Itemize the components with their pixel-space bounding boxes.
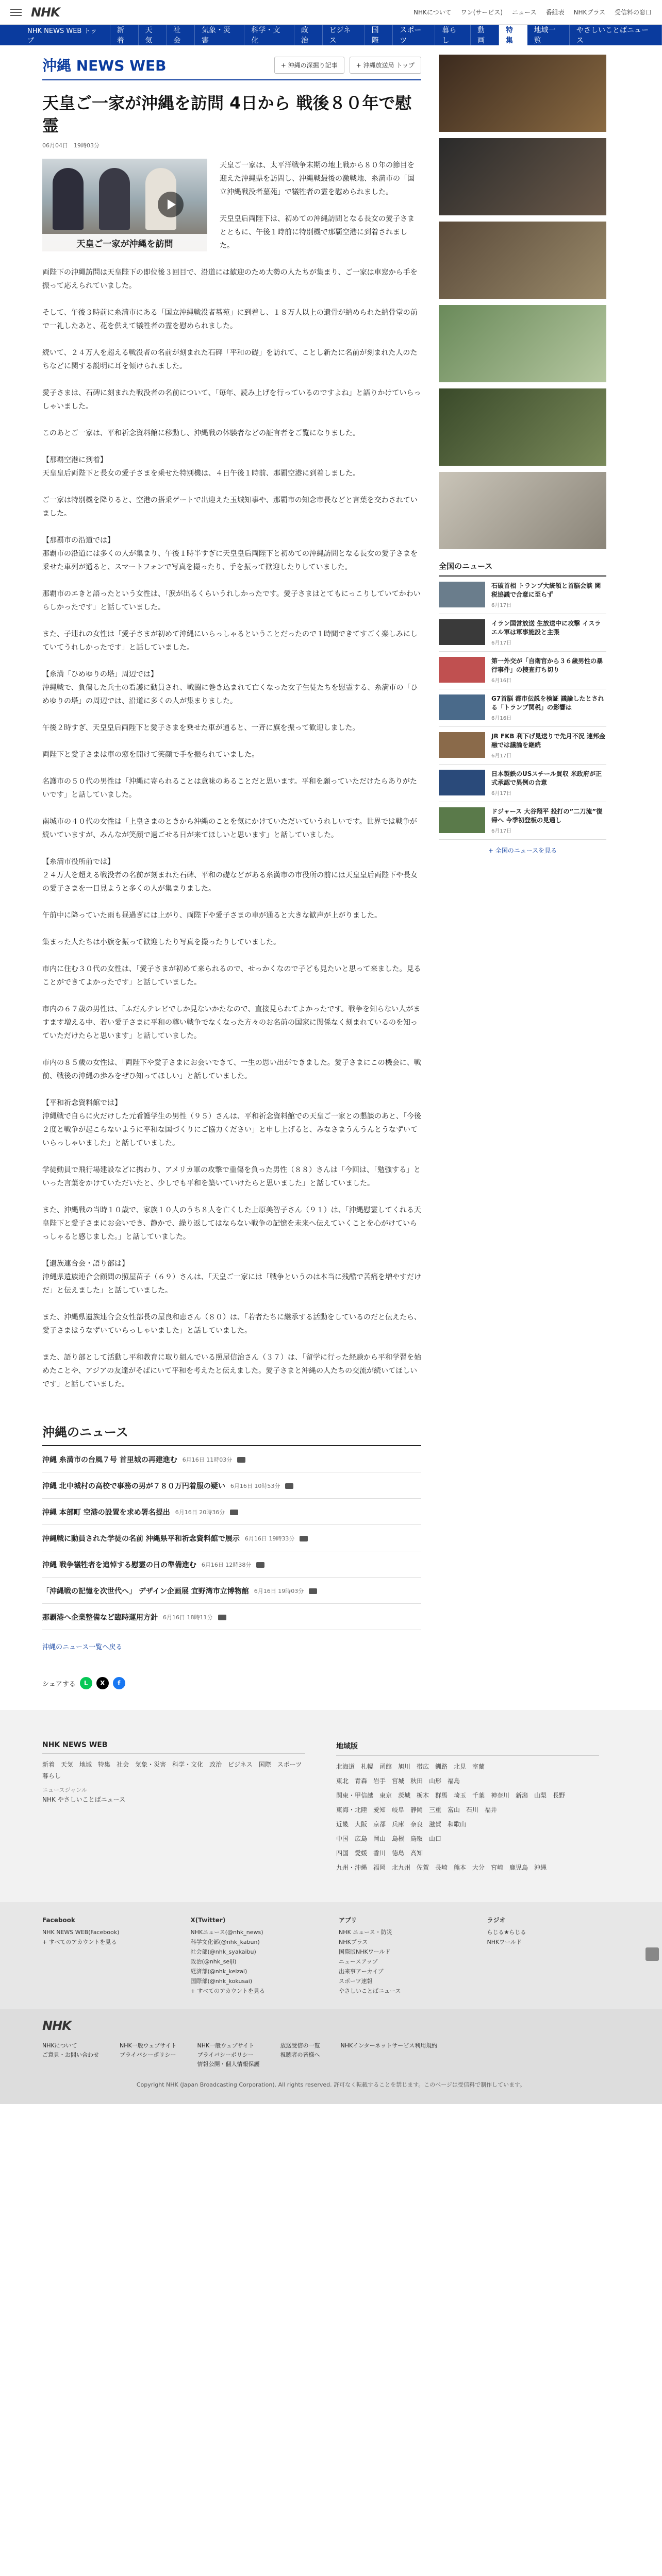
footer-region-row[interactable]: 近畿 大阪 京都 兵庫 奈良 滋賀 和歌山	[336, 1821, 467, 1828]
okinawa-news-title: 沖縄のニュース	[42, 1422, 421, 1446]
news-item[interactable]	[42, 1499, 421, 1525]
article-paragraph: 南城市の４０代の女性は「上皇さまのときから沖縄のことを気にかけていただいていうれしいです。世界では戦争が続いていますが、みんなが笑顔で過ごせる日が来てほしいと思います」と話していました。	[42, 818, 417, 839]
top-link[interactable]: 番組表	[545, 9, 565, 16]
top-bar	[0, 0, 662, 25]
footer-main	[0, 1710, 662, 1902]
sidebar-thumbnail[interactable]	[439, 472, 606, 549]
article-paragraph: 【那覇市の沿道では】 那覇市の沿道には多くの人が集まり、午後１時半すぎに天皇皇后両陛下と初めての沖縄訪問となる長女の愛子さまを乗せた車列が通ると、スマートフォンで写真を撮ったり、手を振って歓迎したりしていました。	[42, 536, 418, 571]
footer-social-col	[42, 1916, 175, 1996]
article-paragraph: 那覇市のエきと語ったという女性は、「涙が出るくらいうれしかったです。愛子さまはとてもにっこりしていてかわいらしかったです」と話していました。	[42, 590, 421, 612]
news-item-title[interactable]: 沖縄 糸満市の台風７号 首里城の再建進む	[42, 1456, 177, 1464]
nhk-logo[interactable]: NHK	[31, 5, 60, 20]
article-paragraph: 【糸満「ひめゆりの塔」周辺では】 沖縄戦で、負傷した兵士の看護に動員され、戦闘に巻き込まれて亡くなった女子生徒たちを慰霊する、糸満市の「ひめゆりの塔」の周辺では、沿道に多くの人が集まりました。	[42, 670, 418, 705]
article-paragraph: 市内に住む３０代の女性は、「愛子さまが初めて来られるので、せっかくなので子ども見たいと思って来ました。見ることができてよかったです」と話していました。	[42, 965, 421, 987]
news-item-date: 6月16日 19時03分	[254, 1588, 304, 1595]
share-bar	[42, 1677, 421, 1689]
gnav-item[interactable]: ビジネス	[323, 25, 365, 45]
footer-link[interactable]: 特集	[98, 1761, 111, 1768]
page-top-button[interactable]	[646, 1947, 659, 1961]
national-news	[439, 561, 606, 855]
footer-region-row[interactable]: 東北 青森 岩手 宮城 秋田 山形 福島	[336, 1777, 460, 1785]
national-news-title[interactable]: 石破首相 トランプ大統領と首脳会談 関税協議で合意に至らず	[491, 582, 601, 598]
top-link[interactable]: ニュース	[512, 9, 537, 16]
national-news-title[interactable]: G7首脳 都市伝説を検証 議論したとされる「トランプ関税」の影響は	[491, 695, 604, 711]
national-news-date: 6月17日	[491, 828, 512, 834]
okinawa-news	[42, 1422, 421, 1651]
footer-link[interactable]: 地域	[79, 1761, 92, 1768]
footer-social-title: X(Twitter)	[190, 1917, 226, 1924]
news-item-title[interactable]: 沖縄戦に動員された学徒の名前 沖縄県平和祈念資料館で展示	[42, 1535, 240, 1543]
news-item[interactable]	[42, 1446, 421, 1472]
video-icon	[218, 1615, 226, 1620]
article-paragraph: また、子連れの女性は「愛子さまが初めて沖縄にいらっしゃるということだったので１時間できてすごく楽しみにしていてうれしかったです」と話していました。	[42, 630, 418, 652]
footer-social-links[interactable]: NHK ニュース・防災 NHKプラス 国際版NHKワールド ニュースアップ 出来事アーカイブ スポーツ速報 やさしいことばニュース	[339, 1929, 401, 1994]
top-link[interactable]: NHKプラス	[573, 9, 605, 16]
video-icon	[230, 1510, 238, 1515]
news-item-date: 6月16日 11時03分	[182, 1456, 233, 1463]
national-news-title[interactable]: 日本製鉄のUSスチール買収 米政府が正式承認で異例の合意	[491, 770, 602, 786]
article-paragraph: 愛子さまは、石碑に刻まれた戦没者の名前について、「毎年、読み上げを行っているのですよね」と語りかけていらっしゃいました。	[42, 389, 421, 411]
national-news-date: 6月16日	[491, 716, 512, 721]
national-news-title[interactable]: イラン国営放送 生放送中に攻撃 イスラエル軍は軍事施設と主張	[491, 620, 601, 636]
news-item[interactable]	[42, 1604, 421, 1630]
video-figure	[53, 168, 84, 230]
sidebar-thumbnail[interactable]	[439, 222, 606, 299]
news-item-title[interactable]: 沖縄 本部町 空港の設置を求め署名提出	[42, 1509, 170, 1517]
news-item-date: 6月16日 18時11分	[163, 1614, 213, 1621]
sidebar-thumbnail[interactable]	[439, 305, 606, 382]
top-link[interactable]: 受信料の窓口	[614, 9, 652, 16]
article-paragraph: 【糸満市役所前では】 ２４万人を超える戦没者の名前が刻まれた石碑、平和の礎などがある糸満市の市役所の前には天皇皇后両陛下や長女の愛子さまを一目見ようと多くの人が集まりました。	[42, 858, 418, 893]
article-video[interactable]	[42, 159, 207, 251]
footer-bottom	[0, 2009, 662, 2104]
video-icon	[256, 1562, 264, 1568]
video-icon	[300, 1536, 308, 1541]
gnav-item[interactable]: やさしいことばニュース	[570, 25, 662, 45]
footer-social-title: ラジオ	[487, 1917, 506, 1924]
footer-social-links[interactable]: らじる★らじる NHKワールド	[487, 1929, 526, 1945]
gnav-item[interactable]: 新着	[110, 25, 139, 45]
national-news-item[interactable]	[439, 765, 606, 802]
main-column	[42, 55, 421, 1689]
footer-social-col	[339, 1916, 472, 1996]
news-thumbnail	[439, 694, 485, 720]
national-news-date: 6月16日	[491, 678, 512, 684]
footer-link[interactable]: 国際	[258, 1761, 271, 1768]
article-paragraph: 【那覇空港に到着】 天皇皇后両陛下と長女の愛子さまを乗せた特別機は、４日午後１時前、那覇空港に到着しました。	[42, 456, 360, 478]
footer-link[interactable]: 天気	[61, 1761, 74, 1768]
news-item-title[interactable]: 沖縄 北中城村の高校で事務の男が７８０万円着服の疑い	[42, 1482, 225, 1490]
gnav-item[interactable]: 科学・文化	[244, 25, 294, 45]
article-paragraph: 集まった人たちは小旗を振って歓迎したり写真を撮ったりしていました。	[42, 938, 280, 946]
national-news-date: 6月17日	[491, 603, 512, 608]
article-paragraph: また、沖縄県遺族連合会女性部長の屋良和恵さん（８０）は、「若者たちに継承する活動をしているのだと伝えたら、愛子さまはうなずいていらっしゃいました」と話していました。	[42, 1313, 421, 1335]
gnav-item[interactable]: 暮らし	[435, 25, 471, 45]
gnav-item[interactable]: 気象・災害	[195, 25, 244, 45]
article-paragraph: 【平和祈念資料館では】 沖縄戦で自らに火だけした元看護学生の男性（９５）さんは、平和祈念資料館での天皇ご一家との懇談のあと、「今後２度と戦争が起こらないように平和な国づくりにご協力ください」と申し上げると、みなさまうんうんとうなずいていらっしゃいました」と話していました。	[42, 1099, 421, 1147]
line-icon[interactable]: L	[80, 1677, 92, 1689]
okinawa-deep-button[interactable]: + 沖縄の深掘り記事	[274, 57, 344, 74]
news-item-date: 6月16日 20時36分	[175, 1509, 225, 1516]
footer-link[interactable]: 科学・文化	[172, 1761, 204, 1768]
national-news-item[interactable]	[439, 652, 606, 689]
menu-icon[interactable]	[10, 9, 22, 16]
article-body	[42, 266, 421, 1391]
news-thumbnail	[439, 657, 485, 683]
section-header	[42, 55, 421, 80]
footer-news-title[interactable]: NHK NEWS WEB	[42, 1741, 305, 1754]
article-paragraph: 学徒動員で飛行場建設などに携わり、アメリカ軍の攻撃で重傷を負った男性（８８）さんは「今回は、「勉強する」といった言葉をかけていただいたと、少しでも平和を築いていけたらと思いました」と話していました。	[42, 1166, 421, 1188]
footer-region-row[interactable]: 北海道 札幌 函館 旭川 帯広 釧路 北見 室蘭	[336, 1763, 485, 1770]
article-paragraph: そして、午後３時前に糸満市にある「国立沖縄戦没者墓苑」に到着し、１８万人以上の遺骨が納められた納骨堂の前で一礼したあと、花を供えて犠牲者の霊を慰められました。	[42, 309, 418, 330]
footer-social-title: Facebook	[42, 1917, 75, 1924]
article-title: 天皇ご一家が沖縄を訪問 4日から 戦後８０年で慰霊	[42, 93, 412, 135]
national-news-item[interactable]	[439, 727, 606, 765]
okinawa-top-button[interactable]: + 沖縄放送局 トップ	[350, 57, 421, 74]
national-news-item[interactable]	[439, 614, 606, 652]
footer-region-row[interactable]: 関東・甲信越 東京 茨城 栃木 群馬 埼玉 千葉 神奈川 新潟 山梨 長野	[336, 1792, 566, 1799]
article-paragraph: 続いて、２４万人を超える戦没者の名前が刻まれた石碑「平和の礎」を訪れて、ことし新たに名前が刻まれた人のたちなどに関する説明に耳を傾けられました。	[42, 349, 418, 370]
news-item-title[interactable]: 沖縄 戦争犠牲者を追悼する慰霊の日の準備進む	[42, 1561, 196, 1569]
video-icon	[285, 1483, 293, 1489]
news-item-title[interactable]: 那覇港へ企業整備など臨時運用方針	[42, 1614, 158, 1622]
top-link[interactable]: ワン(サービス)	[460, 9, 503, 16]
gnav-item[interactable]: 天気	[139, 25, 167, 45]
article-date: 06月04日 19時03分	[42, 142, 100, 149]
gnav-item[interactable]: 地域一覧	[527, 25, 570, 45]
footer-social-col	[487, 1916, 620, 1996]
footer-region-row[interactable]: 九州・沖縄 福岡 北九州 佐賀 長崎 熊本 大分 宮崎 鹿児島 沖縄	[336, 1864, 547, 1871]
gnav-item[interactable]: 動画	[471, 25, 499, 45]
news-item-date: 6月16日 10時53分	[230, 1483, 280, 1489]
national-news-title: 全国のニュース	[439, 561, 606, 577]
footer-social-links[interactable]: NHKニュース(@nhk_news) 科学文化部(@nhk_kabun) 社会部(@nhk_syakaibu) 政治(@nhk_seiji) 経済部(@nhk_keizai) 国際部(@nhk_kokusai) + すべてのアカウントを見る	[190, 1929, 265, 1994]
lead-text: 天皇ご一家は、太平洋戦争末期の地上戦から８０年の節目を迎えた沖縄県を訪問し、沖縄戦最後の激戦地、糸満市の「国立沖縄戦没者墓苑」で犠牲者の霊を慰められました。 天皇皇后両陛下は、初めての沖縄訪問となる長女の愛子さまとともに、午後１時前に特別機で那覇空港に到着されました。	[220, 161, 415, 250]
article-paragraph: 市内の６７歳の男性は、「ふだんテレビでしか見ないかたなので、直接見られてよかったです。戦争を知らない人がますます増える中、若い愛子さまに平和の尊い戦争でなくなった方々のお名前の国家に関係なく刻まれているのを知っていただけたらと思います」と話していました。	[42, 1005, 421, 1040]
gnav-item[interactable]: 特集	[499, 25, 527, 45]
news-item[interactable]	[42, 1525, 421, 1551]
footer-region-row[interactable]: 東海・北陸 愛知 岐阜 静岡 三重 富山 石川 福井	[336, 1806, 498, 1814]
news-item[interactable]	[42, 1472, 421, 1499]
footer-link[interactable]: スポーツ	[277, 1761, 302, 1768]
news-item-date: 6月16日 12時38分	[201, 1562, 252, 1568]
gnav-item[interactable]: スポーツ	[393, 25, 435, 45]
national-news-title[interactable]: 第一外交が「自衛官から３６歳男性の暴行事件」の捜査打ち切り	[491, 657, 603, 673]
footer-link[interactable]: 政治	[209, 1761, 222, 1768]
article-paragraph: 午前中に降っていた雨も昼過ぎには上がり、両陛下や愛子さまの車が通ると大きな歓声が上がりました。	[42, 911, 382, 920]
video-caption: 天皇ご一家が沖縄を訪問	[42, 234, 207, 251]
national-news-item[interactable]	[439, 577, 606, 614]
news-thumbnail	[439, 807, 485, 833]
footer-bottom-link[interactable]: NHK一般ウェブサイト プライバシーポリシー 情報公開・個人情報保護	[197, 2042, 260, 2067]
article-paragraph: 【遺族連合会・語り部は】 沖縄県遺族連合会顧問の照屋苗子（６９）さんは、「天皇ご一家には「戦争というのは本当に残酷で苦痛を増やすだけだ」と伝えました」と話していました。	[42, 1260, 421, 1295]
article-paragraph: また、沖縄戦の当時１０歳で、家族１０人のうち８人を亡くした上原美智子さん（９１）は、「沖縄慰霊してくれる天皇陛下と愛子さまにお会いでき、静かで、繰り返してはならない戦争の記憶を未来へ伝えていくことを心がけていらっしゃると感じました。」と話していました。	[42, 1206, 421, 1241]
news-item[interactable]	[42, 1551, 421, 1578]
footer-social-col	[191, 1916, 324, 1996]
footer-social-title: アプリ	[339, 1917, 357, 1924]
national-news-title[interactable]: ドジャース 大谷翔平 投打の”二刀流”復帰へ 今季初登板の見通し	[491, 808, 603, 824]
sidebar	[439, 55, 606, 1689]
footer-bottom-link[interactable]: NHK一般ウェブサイト プライバシーポリシー	[120, 2042, 177, 2058]
sidebar-thumbnail[interactable]	[439, 388, 606, 466]
news-thumbnail	[439, 770, 485, 795]
news-thumbnail	[439, 619, 485, 645]
footer-bottom-link[interactable]: NHKインターネットサービス利用規約	[340, 2042, 438, 2049]
section-title[interactable]: 沖縄 NEWS WEB	[42, 57, 167, 74]
article-paragraph: 名護市の５０代の男性は「沖縄に寄られることは意味のあることだと思います。平和を願っていただけたらありがたいです」と話していました。	[42, 777, 417, 799]
article-paragraph: 午後２時すぎ、天皇皇后両陛下と愛子さまを乗せた車が通ると、一斉に旗を振って歓迎しました。	[42, 724, 360, 732]
national-news-date: 6月17日	[491, 753, 512, 759]
article-paragraph: 市内の８５歳の女性は、「両陛下や愛子さまにお会いできて、一生の思い出ができました。愛子さまにこの機会に、戦前、戦後の沖縄の歩みをぜひ知ってほしい」と話していました。	[42, 1059, 421, 1080]
footer-nhk-logo[interactable]: NHK	[42, 2019, 71, 2033]
article-lead	[220, 159, 421, 252]
article-paragraph: 両陛下の沖縄訪問は天皇陛下の即位後３回目で、沿道には歓迎のため大勢の人たちが集まり、ご一家は車窓から手を振って応えられていました。	[42, 268, 418, 290]
video-icon	[237, 1457, 245, 1463]
facebook-icon[interactable]: f	[113, 1677, 125, 1689]
footer-link[interactable]: 新着	[42, 1761, 55, 1768]
video-figure	[99, 168, 130, 230]
share-label: シェアする	[42, 1680, 76, 1688]
footer-bottom-link[interactable]: 放送受信の一覧 視聴者の皆様へ	[280, 2042, 320, 2058]
footer-region-row[interactable]: 中国 広島 岡山 島根 鳥取 山口	[336, 1835, 442, 1842]
footer-bottom-link[interactable]: NHKについて ご意見・お問い合わせ	[42, 2042, 99, 2058]
footer-social-links[interactable]: NHK NEWS WEB(Facebook) + すべてのアカウントを見る	[42, 1929, 120, 1945]
news-item-date: 6月16日 19時33分	[244, 1535, 295, 1542]
news-item-title[interactable]: 「沖縄戦の記憶を次世代へ」 デザイン企画展 宜野湾市立博物館	[42, 1587, 249, 1596]
article-paragraph: このあとご一家は、平和祈念資料館に移動し、沖縄戦の体験者などの証言者をご覧になりました。	[42, 429, 360, 437]
footer-social	[0, 1902, 662, 2009]
news-thumbnail	[439, 582, 485, 607]
national-news-more[interactable]: + 全国のニュースを見る	[488, 847, 557, 854]
article-paragraph: 両陛下と愛子さまは車の窓を開けて笑顔で手を振られていました。	[42, 751, 259, 759]
gnav-item[interactable]: 政治	[294, 25, 323, 45]
footer-link[interactable]: 社会	[117, 1761, 129, 1768]
gnav-item[interactable]: 国際	[365, 25, 393, 45]
sidebar-thumbnail[interactable]	[439, 138, 606, 215]
footer-link[interactable]: 暮らし	[42, 1772, 61, 1780]
footer-region-title: 地域版	[336, 1741, 599, 1756]
footer-link[interactable]: ビジネス	[228, 1761, 253, 1768]
news-item[interactable]	[42, 1578, 421, 1604]
video-icon	[309, 1588, 317, 1594]
copyright: Copyright NHK (Japan Broadcasting Corporation). All rights reserved. 許可なく転載することを禁じます。このページは受信料で制作しています。	[136, 2081, 526, 2088]
top-links	[413, 8, 652, 16]
x-icon[interactable]: X	[96, 1677, 109, 1689]
news-thumbnail	[439, 732, 485, 758]
gnav-item[interactable]: NHK NEWS WEB トップ	[21, 25, 110, 45]
national-news-date: 6月17日	[491, 791, 512, 796]
footer-link[interactable]: NHK やさしいことばニュース	[42, 1796, 126, 1803]
footer-link[interactable]: 気象・災害	[135, 1761, 167, 1768]
national-news-date: 6月17日	[491, 640, 512, 646]
okinawa-news-more-link[interactable]: 沖縄のニュース一覧へ戻る	[42, 1643, 123, 1651]
article-paragraph: ご一家は特別機を降りると、空港の搭乗ゲートで出迎えた玉城知事や、那覇市の知念市長などと言葉を交わされていました。	[42, 496, 418, 518]
sidebar-thumbnail[interactable]	[439, 55, 606, 132]
gnav-item[interactable]: 社会	[167, 25, 195, 45]
national-news-item[interactable]	[439, 802, 606, 840]
national-news-title[interactable]: JR FKB 利下げ見送りで先月不況 連邦金融では議論を継続	[491, 733, 605, 749]
national-news-item[interactable]	[439, 689, 606, 727]
play-icon[interactable]	[158, 192, 184, 217]
top-link[interactable]: NHKについて	[413, 9, 452, 16]
footer-genre-label: ニュースジャンル	[42, 1787, 87, 1793]
global-nav	[0, 25, 662, 45]
footer-region-row[interactable]: 四国 愛媛 香川 徳島 高知	[336, 1850, 423, 1857]
article-paragraph: また、語り部として活動し平和教育に取り組んでいる照屋信治さん（３７）は、「留学に行った経験から平和学習を始めたことや、アジアの友達がそばにいて平和を考えたと伝えました。愛子さまと沖縄の人たちの交流が続いてほしいです」と話していました。	[42, 1353, 421, 1388]
